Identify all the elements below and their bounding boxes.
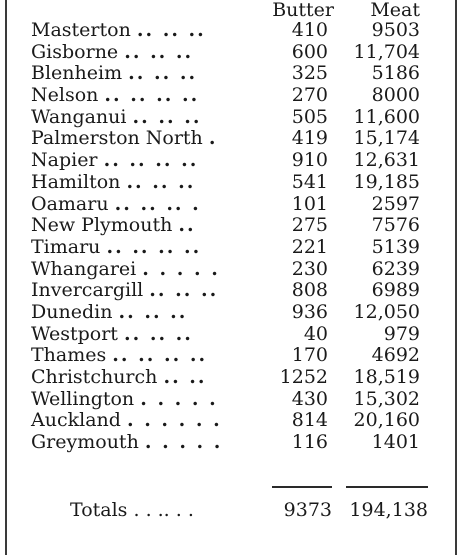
butter-value: 505	[291, 105, 328, 128]
butter-total: 9373	[283, 499, 332, 521]
butter-value: 936	[291, 300, 328, 323]
table-row	[0, 194, 466, 216]
town-name: Thames .. .. .. ..	[31, 344, 208, 367]
table-row	[0, 432, 466, 454]
town-name: Westport .. .. ..	[31, 322, 193, 345]
leader-dots: . . . . .	[144, 431, 223, 454]
town-name: Wellington . . . . .	[31, 387, 218, 410]
meat-value: 18,519	[353, 366, 420, 388]
butter-column-header: Butter	[272, 0, 334, 21]
town-name: Invercargill .. .. ..	[31, 279, 219, 302]
butter-value: 541	[291, 170, 328, 193]
meat-value: 5139	[371, 235, 420, 258]
town-name: Gisborne .. .. ..	[31, 40, 194, 63]
leader-dots: .. .. ..	[132, 105, 202, 128]
town-name: Masterton .. .. ..	[31, 19, 206, 41]
table-body	[0, 20, 466, 454]
meat-value: 2597	[371, 192, 420, 215]
table-row	[0, 42, 466, 64]
table-row	[0, 107, 466, 129]
table-row	[0, 237, 466, 259]
butter-value: 814	[291, 409, 328, 432]
meat-value: 12,631	[353, 149, 420, 172]
leader-dots: . . . . .	[140, 387, 218, 410]
meat-value: 7576	[371, 214, 420, 237]
leader-dots: .. .. .. ..	[103, 149, 199, 172]
leader-dots: .. .. ..	[149, 279, 219, 302]
leader-dots: .	[208, 127, 218, 150]
butter-value: 116	[291, 431, 328, 454]
butter-value: 40	[303, 322, 328, 345]
meat-value: 6239	[371, 257, 420, 280]
table-row	[0, 259, 466, 281]
meat-value: 5186	[371, 62, 420, 85]
meat-value: 12,050	[353, 300, 420, 323]
table-row	[0, 410, 466, 432]
leader-dots: .. ..	[163, 366, 207, 388]
table-row	[0, 367, 466, 389]
leader-dots: ..	[178, 214, 196, 237]
table-row	[0, 63, 466, 85]
table-row	[0, 128, 466, 150]
totals-row	[0, 497, 466, 523]
meat-value: 4692	[371, 344, 420, 367]
meat-value: 1401	[371, 431, 420, 454]
leader-dots: .. .. ..	[126, 170, 196, 193]
butter-value: 221	[291, 235, 328, 258]
table-row	[0, 302, 466, 324]
butter-value: 1252	[279, 366, 328, 388]
table-row	[0, 20, 466, 42]
town-name: Nelson .. .. .. ..	[31, 84, 200, 107]
butter-value: 430	[291, 387, 328, 410]
town-name: Christchurch .. ..	[31, 366, 207, 388]
totals-label: Totals . . .. . .	[70, 499, 194, 521]
town-name: Whangarei . . . . .	[31, 257, 220, 280]
leader-dots: . . .. . .	[133, 499, 194, 521]
town-name: Wanganui .. .. ..	[31, 105, 202, 128]
leader-dots: .. .. ..	[128, 62, 198, 85]
table-row	[0, 172, 466, 194]
town-name: Napier .. .. .. ..	[31, 149, 199, 172]
meat-value: 6989	[371, 279, 420, 302]
butter-total-rule	[272, 486, 332, 488]
table-row	[0, 215, 466, 237]
butter-value: 910	[291, 149, 328, 172]
town-name: Greymouth . . . . .	[31, 431, 223, 454]
town-name: Timaru .. .. .. ..	[31, 235, 202, 258]
town-name: Blenheim .. .. ..	[31, 62, 198, 85]
town-name: Palmerston North .	[31, 127, 218, 150]
table-row	[0, 85, 466, 107]
meat-value: 11,600	[353, 105, 420, 128]
meat-value: 15,174	[353, 127, 420, 150]
meat-value: 15,302	[353, 387, 420, 410]
butter-value: 410	[291, 19, 328, 41]
town-name: Dunedin .. .. ..	[31, 300, 188, 323]
town-name: Hamilton .. .. ..	[31, 170, 196, 193]
town-name: Oamaru .. .. .. .	[31, 192, 201, 215]
leader-dots: . . . . .	[142, 257, 220, 280]
meat-value: 979	[383, 322, 420, 345]
butter-value: 101	[291, 192, 328, 215]
table-row	[0, 150, 466, 172]
butter-value: 275	[291, 214, 328, 237]
butter-value: 325	[291, 62, 328, 85]
meat-column-header: Meat	[370, 0, 420, 21]
meat-total: 194,138	[349, 499, 428, 521]
leader-dots: .. .. .. .	[114, 192, 201, 215]
leader-dots: .. .. ..	[124, 40, 194, 63]
meat-value: 19,185	[353, 170, 420, 193]
butter-value: 170	[291, 344, 328, 367]
table-row	[0, 345, 466, 367]
butter-value: 270	[291, 84, 328, 107]
town-name: Auckland . . . . . .	[31, 409, 222, 432]
leader-dots: .. .. ..	[123, 322, 193, 345]
meat-total-rule	[346, 486, 428, 488]
butter-value: 230	[291, 257, 328, 280]
butter-value: 419	[291, 127, 328, 150]
town-name: New Plymouth ..	[31, 214, 196, 237]
table-row	[0, 280, 466, 302]
leader-dots: .. .. .. ..	[106, 235, 202, 258]
meat-value: 9503	[371, 19, 420, 41]
leader-dots: .. .. ..	[136, 19, 206, 41]
meat-value: 11,704	[353, 40, 420, 63]
butter-value: 808	[291, 279, 328, 302]
meat-value: 8000	[371, 84, 420, 107]
leader-dots: .. .. ..	[118, 300, 188, 323]
leader-dots: .. .. .. ..	[104, 84, 200, 107]
meat-value: 20,160	[353, 409, 420, 432]
leader-dots: . . . . . .	[126, 409, 222, 432]
table-row	[0, 389, 466, 411]
leader-dots: .. .. .. ..	[112, 344, 208, 367]
table-row	[0, 324, 466, 346]
butter-value: 600	[291, 40, 328, 63]
